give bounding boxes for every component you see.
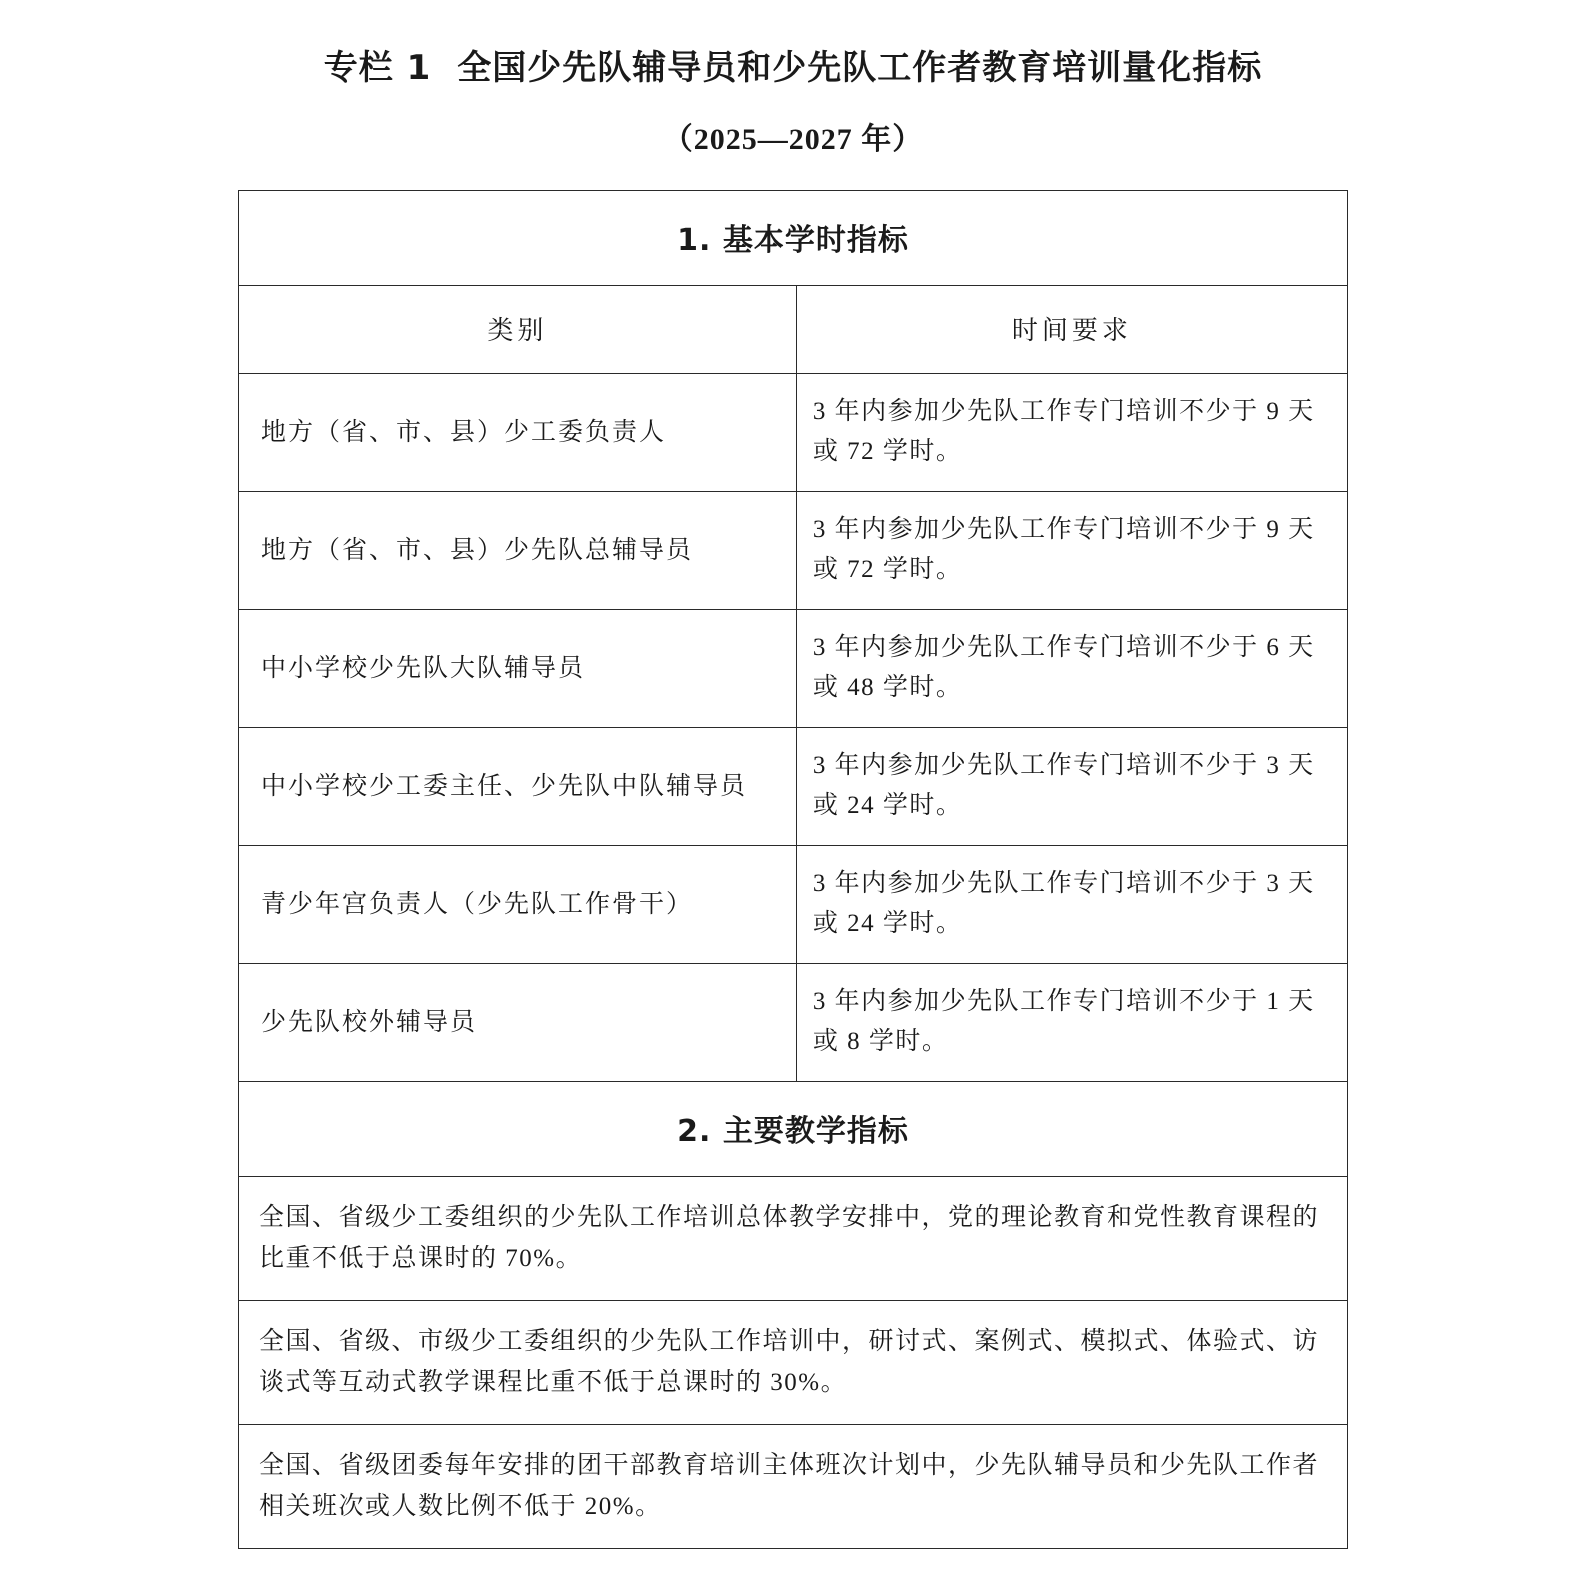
row-requirement: 3 年内参加少先队工作专门培训不少于 6 天或 48 学时。 <box>796 609 1347 727</box>
row-category: 中小学校少先队大队辅导员 <box>239 609 797 727</box>
page-subtitle: （2025—2027 年） <box>662 122 924 156</box>
section-2-title: 2. 主要教学指标 <box>239 1081 1348 1176</box>
table-section-header-row <box>239 190 1348 285</box>
title-main: 全国少先队辅导员和少先队工作者教育培训量化指标 <box>457 48 1263 88</box>
section-2-item: 全国、省级少工委组织的少先队工作培训总体教学安排中，党的理论教育和党性教育课程的比重不低于总课时的 70%。 <box>239 1176 1348 1300</box>
table-row <box>239 609 1348 727</box>
indicators-table <box>238 190 1348 1549</box>
page-title <box>0 0 1586 92</box>
section-2-item: 全国、省级、市级少工委组织的少先队工作培训中，研讨式、案例式、模拟式、体验式、访谈式等互动式教学课程比重不低于总课时的 30%。 <box>239 1300 1348 1424</box>
row-requirement: 3 年内参加少先队工作专门培训不少于 3 天或 24 学时。 <box>796 845 1347 963</box>
table-row <box>239 491 1348 609</box>
table-row <box>239 963 1348 1081</box>
row-category: 地方（省、市、县）少工委负责人 <box>239 373 797 491</box>
row-category: 中小学校少工委主任、少先队中队辅导员 <box>239 727 797 845</box>
row-requirement: 3 年内参加少先队工作专门培训不少于 1 天或 8 学时。 <box>796 963 1347 1081</box>
table-row <box>239 1424 1348 1548</box>
table-section-header-row <box>239 1081 1348 1176</box>
row-category: 地方（省、市、县）少先队总辅导员 <box>239 491 797 609</box>
row-requirement: 3 年内参加少先队工作专门培训不少于 9 天或 72 学时。 <box>796 373 1347 491</box>
row-category: 青少年宫负责人（少先队工作骨干） <box>239 845 797 963</box>
table-row <box>239 727 1348 845</box>
row-requirement: 3 年内参加少先队工作专门培训不少于 9 天或 72 学时。 <box>796 491 1347 609</box>
table-row <box>239 373 1348 491</box>
table-row <box>239 1300 1348 1424</box>
row-requirement: 3 年内参加少先队工作专门培训不少于 3 天或 24 学时。 <box>796 727 1347 845</box>
column-header-category: 类别 <box>239 285 797 373</box>
table-header-row <box>239 285 1348 373</box>
table-row <box>239 845 1348 963</box>
section-1-title: 1. 基本学时指标 <box>239 190 1348 285</box>
section-2-item: 全国、省级团委每年安排的团干部教育培训主体班次计划中，少先队辅导员和少先队工作者相关班次或人数比例不低于 20%。 <box>239 1424 1348 1548</box>
column-header-requirement: 时间要求 <box>796 285 1347 373</box>
title-label: 专栏 1 <box>323 48 432 88</box>
row-category: 少先队校外辅导员 <box>239 963 797 1081</box>
table-row <box>239 1176 1348 1300</box>
